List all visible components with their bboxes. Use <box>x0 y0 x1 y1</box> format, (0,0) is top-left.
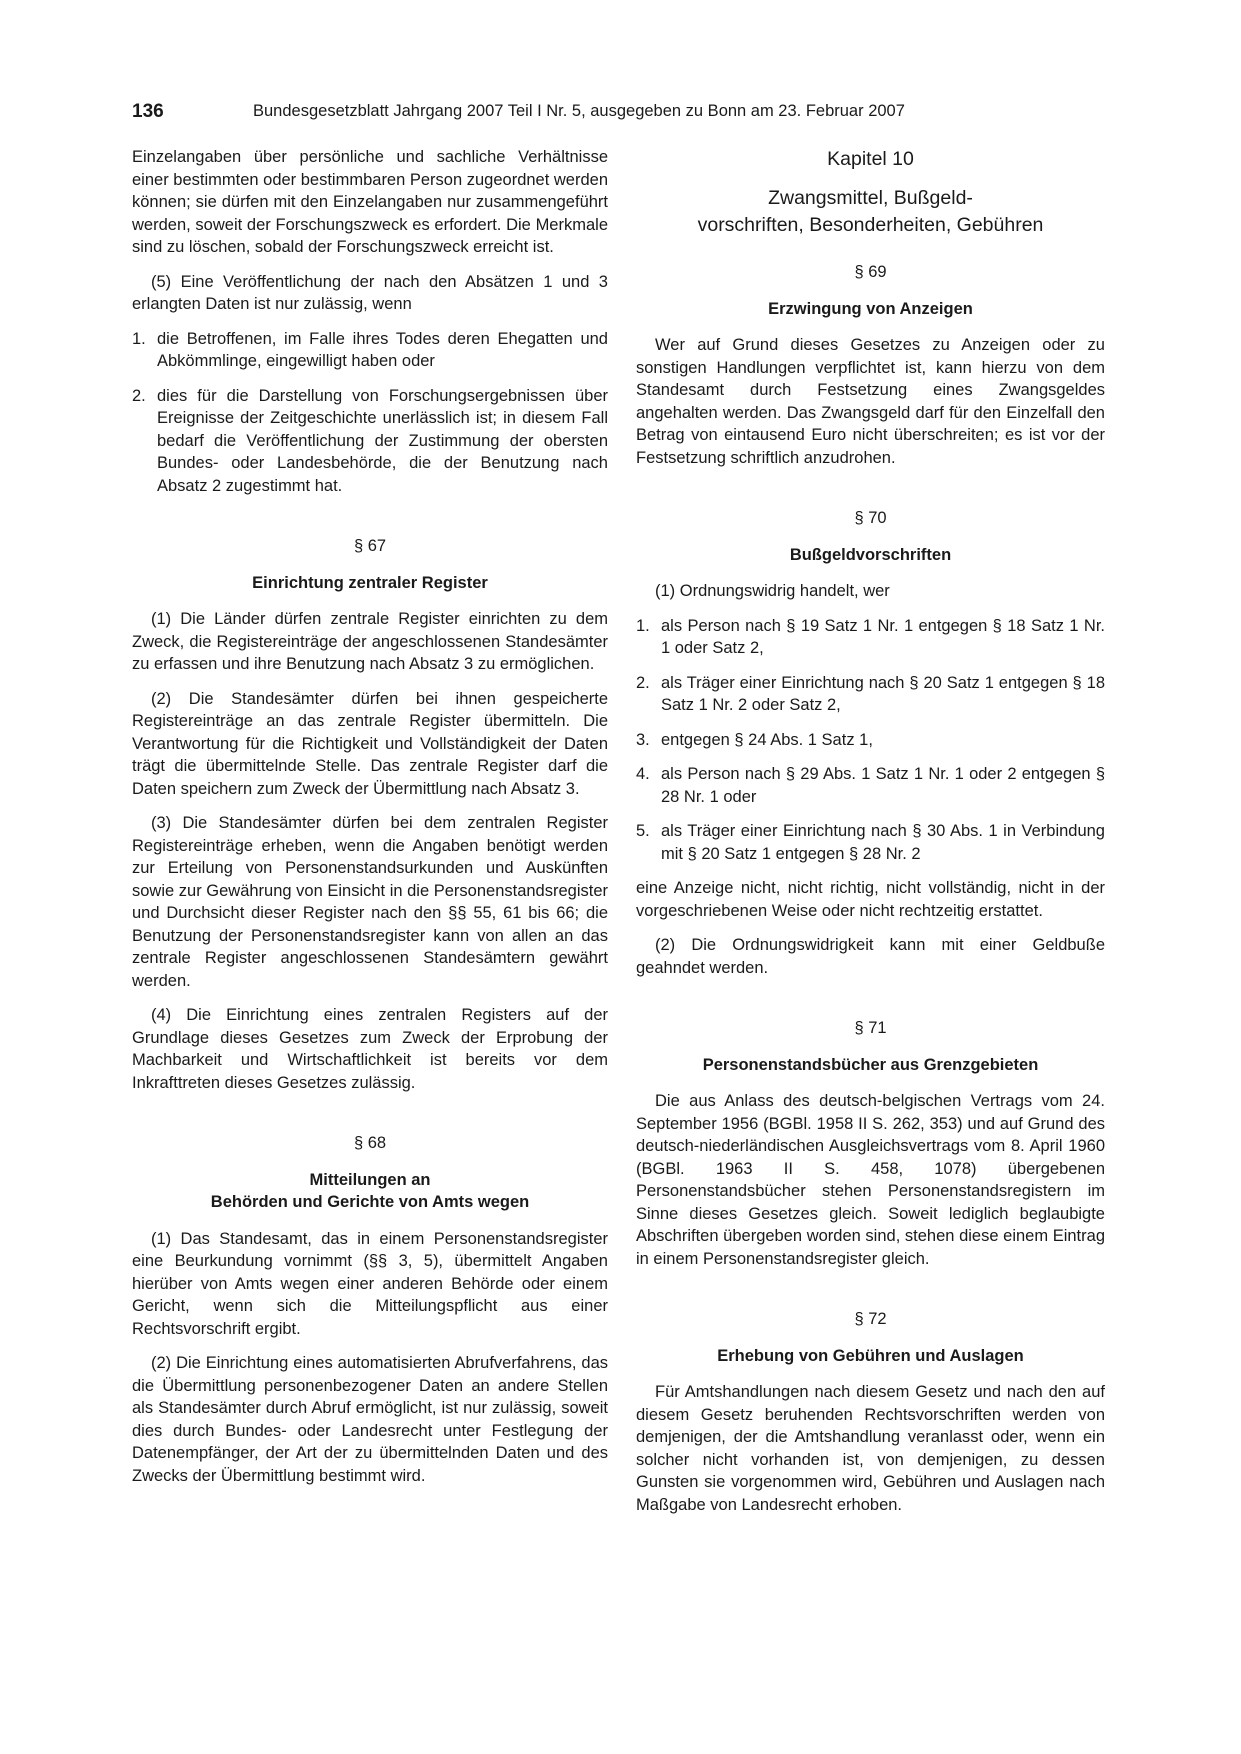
section-number-70: § 70 <box>854 509 887 527</box>
list-item-text: dies für die Darstellung von Forschungsergebnissen über Ereignisse der Zeitgeschichte unerlässlich ist; in diesem Fall bedarf die Veröffentlichung der Zustimmung der obersten Bundes- oder Landesbehörde, die der Benutzung nach Absatz 2 zugestimmt hat. <box>157 386 608 495</box>
section-number-68: § 68 <box>353 1134 387 1152</box>
paragraph: Für Amtshandlungen nach diesem Gesetz und nach den auf diesem Gesetz beruhenden Rechtsvorschriften werden von demjenigen, der die Amtshandlung veranlasst oder, wenn ein solcher nicht vorhanden ist, von demjenigen, zu dessen Gunsten sie vorgenommen wird, Gebühren und Auslagen nach Maßgabe von Landesrecht erhoben. <box>636 1383 1105 1514</box>
page-header <box>132 101 1002 125</box>
list-item <box>132 385 608 498</box>
paragraph: eine Anzeige nicht, nicht richtig, nicht vollständig, nicht in der vorgeschriebenen Weise oder nicht rechtzeitig erstattet. <box>636 879 1105 920</box>
list-item <box>636 672 1105 717</box>
list-item <box>636 615 1105 660</box>
paragraph: (2) Die Standesämter dürfen bei ihnen gespeicherte Registereinträge an das zentrale Register übermitteln. Die Verantwortung für die Richtigkeit und Vollständigkeit der Daten trägt die übermittelnde Stelle. Das zentrale Register darf die Daten speichern zum Zweck der Übermittlung nach Absatz 3. <box>132 689 608 798</box>
paragraph: (2) Die Einrichtung eines automatisierten Abrufverfahrens, das die Übermittlung personenbezogener Daten an andere Stellen als Standesämter durch Abruf ermöglicht, ist nur zulässig, soweit dies durch Bundes- oder Landesrecht unter Festlegung der Datenempfänger, der Art der zu übermittelnden Daten und des Zwecks der Übermittlung bestimmt wird. <box>132 1354 608 1485</box>
section-title-69: Erzwingung von Anzeigen <box>768 299 973 318</box>
paragraph: (1) Das Standesamt, das in einem Personenstandsregister eine Beurkundung vornimmt (§§ 3, 5), übermittelt Angaben hierüber von Amts wegen einer anderen Behörde oder einem Gericht, wenn sich die Mitteilungspflicht aus einer Rechtsvorschrift ergibt. <box>132 1229 608 1338</box>
paragraph-abs5: (5) Eine Veröffentlichung der nach den Absätzen 1 und 3 erlangten Daten ist nur zulässig, wenn <box>132 272 608 313</box>
list-item-number: 2. <box>132 386 146 405</box>
paragraph: Die aus Anlass des deutsch-belgischen Vertrags vom 24. September 1956 (BGBl. 1958 II S. 262, 353) und auf Grund des deutsch-niederländischen Ausgleichsvertrags vom 8. April 1960 (BGBl. 1963 II S. 458, 1078) übergebenen Personenstandsbücher stehen Personenstandsregistern im Sinne dieses Gesetzes gleich. Soweit lediglich beglaubigte Abschriften übergeben worden sind, stehen diese einem Eintrag in einem Personenstandsregister gleich. <box>636 1092 1105 1268</box>
continued-paragraph: Einzelangaben über persönliche und sachliche Verhältnisse einer bestimmten oder bestimmbaren Person zugeordnet werden können; sie dürfen mit den Einzelangaben nur zusammengeführt werden, soweit der Forschungszweck es erfordert. Die Merkmale sind zu löschen, sobald der Forschungszweck erreicht ist. <box>132 148 609 256</box>
list-item-number: 1. <box>132 329 146 348</box>
paragraph: (1) Ordnungswidrig handelt, wer <box>655 582 890 600</box>
chapter-title-line1: Zwangsmittel, Bußgeld- <box>768 187 973 209</box>
list-item-text: als Träger einer Einrichtung nach § 30 Abs. 1 in Verbindung mit § 20 Satz 1 entgegen § 28 Nr. 2 <box>661 822 1105 863</box>
section-title-67: Einrichtung zentraler Register <box>252 573 488 592</box>
paragraph: Wer auf Grund dieses Gesetzes zu Anzeigen oder zu sonstigen Handlungen verpflichtet ist, kann hierzu von dem Standesamt durch Festsetzung eines Zwangsgeldes angehalten werden. Das Zwangsgeld darf für den Einzelfall den Betrag von eintausend Euro nicht überschreiten; es ist vor der Festsetzung schriftlich anzudrohen. <box>636 336 1105 467</box>
list-item-text: als Person nach § 19 Satz 1 Nr. 1 entgegen § 18 Satz 1 Nr. 1 oder Satz 2, <box>661 616 1105 657</box>
section-title-70: Bußgeldvorschriften <box>789 545 952 564</box>
list-item <box>636 763 1105 808</box>
paragraph: (1) Die Länder dürfen zentrale Register einrichten zu dem Zweck, die Registereinträge der angeschlossenen Standesämter zu erfassen und ihre Benutzung nach Absatz 3 zu ermöglichen. <box>132 610 608 673</box>
chapter-title-line2: vorschriften, Besonderheiten, Gebühren <box>697 214 1044 236</box>
list-item-text: entgegen § 24 Abs. 1 Satz 1, <box>661 730 873 749</box>
section-number-72: § 72 <box>854 1310 887 1328</box>
chapter-heading: Kapitel 10 <box>827 148 914 170</box>
list-item-number: 1. <box>636 616 650 635</box>
running-title: Bundesgesetzblatt Jahrgang 2007 Teil I Nr. 5, ausgegeben zu Bonn am 23. Februar 2007 <box>253 102 905 120</box>
section-number-67: § 67 <box>353 537 387 555</box>
paragraph: (2) Die Ordnungswidrigkeit kann mit einer Geldbuße geahndet werden. <box>636 936 1105 977</box>
section-title-71: Personenstandsbücher aus Grenzgebieten <box>702 1055 1039 1074</box>
section-title-68-line1: Mitteilungen an <box>309 1170 431 1189</box>
section-title-68-line2: Behörden und Gerichte von Amts wegen <box>210 1193 530 1211</box>
list-item <box>636 820 1105 865</box>
right-column <box>636 146 1105 1516</box>
list-item <box>636 729 1105 752</box>
list-item <box>132 328 608 373</box>
section-number-71: § 71 <box>854 1019 887 1037</box>
section-title-72: Erhebung von Gebühren und Auslagen <box>717 1346 1024 1365</box>
list-item-number: 4. <box>636 765 650 783</box>
section-number-69: § 69 <box>854 263 887 281</box>
left-column <box>132 146 608 1487</box>
list-item-text: als Träger einer Einrichtung nach § 20 Satz 1 entgegen § 18 Satz 1 Nr. 2 oder Satz 2, <box>661 673 1105 714</box>
list-item-number: 5. <box>636 822 650 840</box>
list-item-number: 2. <box>636 673 650 692</box>
list-item-number: 3. <box>636 730 650 749</box>
paragraph: (4) Die Einrichtung eines zentralen Registers auf der Grundlage dieses Gesetzes zum Zweck der Erprobung der Machbarkeit und Wirtschaftlichkeit ist bereits vor dem Inkrafttreten dieses Gesetzes zulässig. <box>132 1006 608 1092</box>
page-number: 136 <box>132 101 164 122</box>
list-item-text: als Person nach § 29 Abs. 1 Satz 1 Nr. 1 oder 2 entgegen § 28 Nr. 1 oder <box>661 765 1105 806</box>
list-item-text: die Betroffenen, im Falle ihres Todes deren Ehegatten und Abkömmlinge, eingewilligt haben oder <box>157 329 608 370</box>
paragraph: (3) Die Standesämter dürfen bei dem zentralen Register Registereinträge erheben, wenn die Angaben benötigt werden zur Erteilung von Personenstandsurkunden und Auskünften sowie zur Gewährung von Einsicht in die Personenstandsregister und Durchsicht dieser Register nach den §§ 55, 61 bis 66; die Benutzung der Personenstandsregister kann von allen an das zentrale Register angeschlossenen Standesämtern gewährt werden. <box>132 814 609 990</box>
